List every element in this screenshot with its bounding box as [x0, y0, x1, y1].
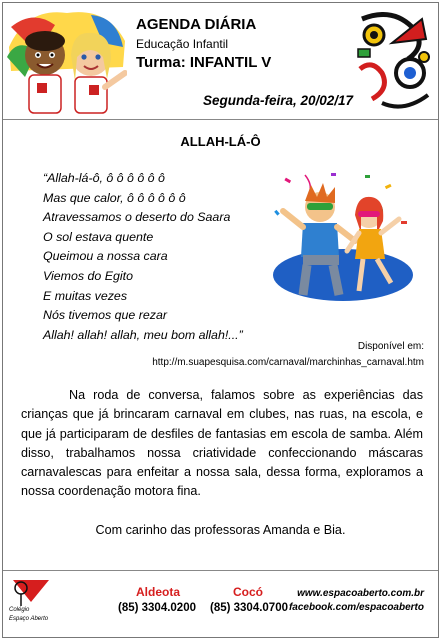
activity-description: Na roda de conversa, falamos sobre as experiências das crianças que já brincaram carnaval em clubes, nas ruas, na escola, e que já participaram de desfiles de fantasias em escola de samba. Além disso, trabalhamos nossa criatividade confeccionando máscaras carnavalescas para enfeitar a nossa sala, dessa forma, exploramos a nossa coordenação motora fina. [21, 388, 423, 499]
children-illustration-icon [7, 7, 127, 119]
abstract-art-decoration-icon [352, 9, 434, 113]
unit-coco-phone: (85) 3304.0700 [209, 602, 288, 614]
closing-note: Com carinho das professoras Amanda e Bia. [95, 523, 346, 537]
website-link[interactable]: www.espacoaberto.com.br [297, 588, 424, 599]
source-label: Disponível em: [357, 341, 424, 352]
source-url: http://m.suapesquisa.com/carnaval/marchinhas_carnaval.htm [152, 357, 424, 368]
unit-coco-name: Cocó [233, 585, 263, 599]
footer-divider [3, 570, 438, 571]
song-title: ALLAH-LÁ-Ô [180, 134, 261, 149]
lyric-line: “Allah-lá-ô, ô ô ô ô ô ô [43, 171, 165, 185]
class-name: Turma: INFANTIL V [136, 54, 272, 71]
header [3, 3, 438, 121]
carnival-dancers-illustration-icon [265, 171, 415, 311]
logo-text: Colégio [9, 607, 30, 613]
song-lyrics [43, 169, 243, 345]
agenda-page [2, 2, 439, 638]
lyric-line: Mas que calor, ô ô ô ô ô ô [43, 190, 186, 205]
lyric-line: Queimou a nossa cara [43, 249, 168, 264]
page-title: AGENDA DIÁRIA [136, 16, 257, 33]
unit-aldeota-phone: (85) 3304.0200 [117, 602, 196, 614]
lyric-line: Atravessamos o deserto do Saara [43, 210, 231, 225]
logo-text: Espaço Aberto [9, 616, 49, 622]
lyric-line: Nós tivemos que rezar [43, 308, 167, 323]
date: Segunda-feira, 20/02/17 [203, 93, 354, 108]
lyric-line: Viemos do Egito [43, 268, 134, 283]
school-logo-icon [9, 576, 53, 636]
lyric-line: E muitas vezes [43, 288, 128, 303]
unit-aldeota-name: Aldeota [135, 585, 180, 599]
header-divider [3, 119, 438, 120]
lyric-line: O sol estava quente [43, 229, 154, 244]
lyric-line: Allah! allah! allah, meu bom allah!...” [43, 327, 243, 342]
page-subtitle: Educação Infantil [136, 37, 229, 51]
facebook-link[interactable]: facebook.com/espacoaberto [288, 602, 424, 613]
